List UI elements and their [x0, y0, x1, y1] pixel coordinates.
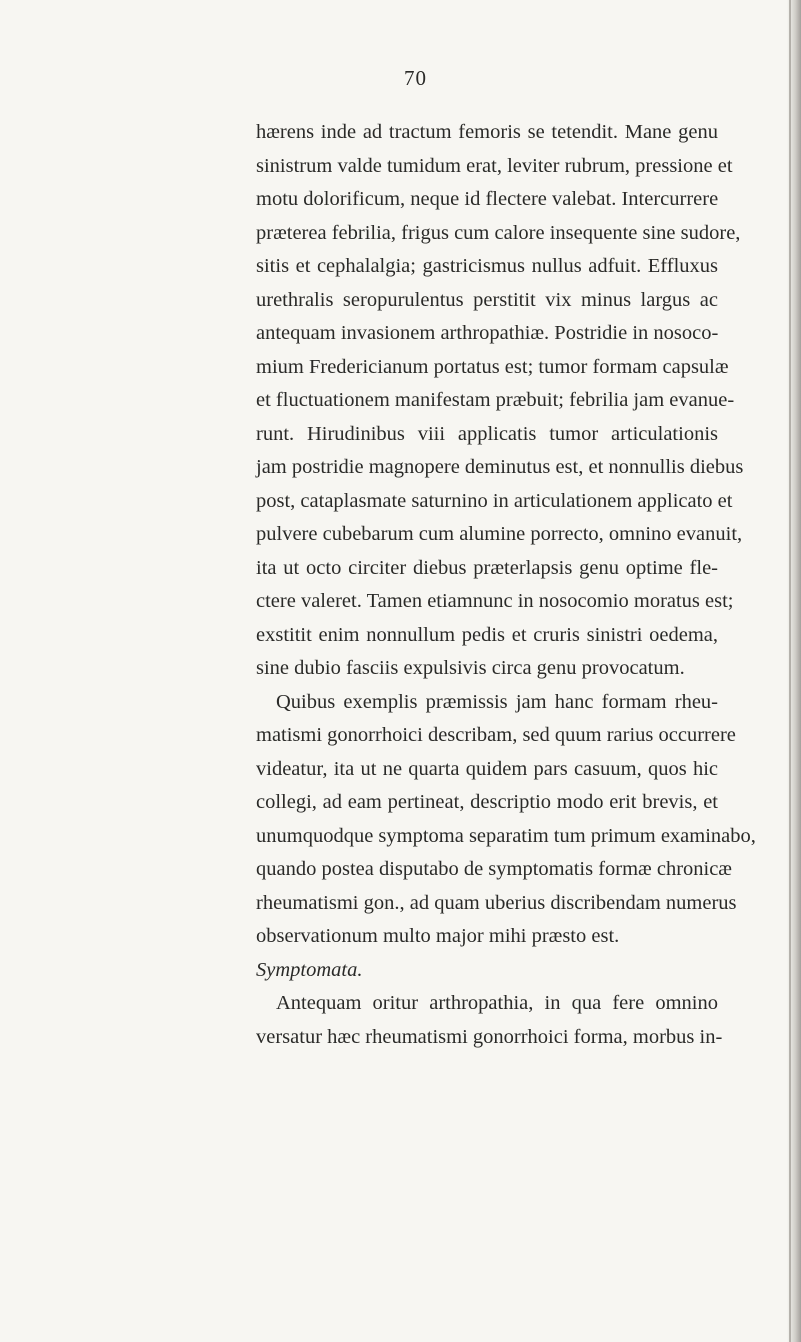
page-edge-line	[789, 0, 791, 1342]
text-line: antequam invasionem arthropathiæ. Postridie in nosoco-	[256, 322, 719, 344]
text-line: urethralis seropurulentus perstitit vix minus largus ac	[256, 288, 718, 311]
text-line: observationum multo major mihi præsto est.	[256, 925, 620, 947]
text-line: quando postea disputabo de symptomatis formæ chronicæ	[256, 858, 732, 880]
text-line: versatur hæc rheumatismi gonorrhoici forma, morbus in-	[256, 1025, 723, 1048]
text-line: post, cataplasmate saturnino in articulationem applicato et	[256, 489, 733, 512]
text-line: collegi, ad eam pertineat, descriptio modo erit brevis, et	[256, 791, 718, 813]
section-heading: Symptomata.	[256, 958, 363, 981]
text-line: sitis et cephalalgia; gastricismus nullus adfuit. Effluxus	[256, 255, 718, 277]
text-line: rheumatismi gon., ad quam uberius discribendam numerus	[256, 891, 737, 914]
text-line: mium Fredericianum portatus est; tumor formam capsulæ	[256, 355, 729, 378]
text-line: motu dolorificum, neque id flectere valebat. Intercurrere	[256, 188, 719, 210]
text-line: Antequam oritur arthropathia, in qua fere omnino	[276, 992, 718, 1014]
text-line: jam postridie magnopere deminutus est, et nonnullis diebus	[256, 456, 744, 478]
text-line: ita ut octo circiter diebus præterlapsis genu optime fle-	[256, 556, 718, 579]
text-line: videatur, ita ut ne quarta quidem pars casuum, quos hic	[256, 757, 718, 780]
text-line: Quibus exemplis præmissis jam hanc formam rheu-	[276, 690, 718, 713]
text-line: runt. Hirudinibus viii applicatis tumor articulationis	[256, 422, 718, 445]
body-text	[256, 116, 756, 1054]
text-line: exstitit enim nonnullum pedis et cruris sinistri oedema,	[256, 623, 718, 646]
text-line: ctere valeret. Tamen etiamnunc in nosocomio moratus est;	[256, 590, 734, 612]
text-line: sine dubio fasciis expulsivis circa genu provocatum.	[256, 657, 685, 679]
text-line: unumquodque symptoma separatim tum primum examinabo,	[256, 824, 756, 847]
text-line: et fluctuationem manifestam præbuit; febrilia jam evanue-	[256, 389, 735, 411]
text-line: sinistrum valde tumidum erat, leviter rubrum, pressione et	[256, 154, 733, 177]
text-line: præterea febrilia, frigus cum calore insequente sine sudore,	[256, 221, 741, 244]
text-line: pulvere cubebarum cum alumine porrecto, omnino evanuit,	[256, 523, 743, 545]
page-number: 70	[404, 66, 427, 90]
text-line: matismi gonorrhoici describam, sed quum rarius occurrere	[256, 724, 736, 746]
text-line: hærens inde ad tractum femoris se tetendit. Mane genu	[256, 121, 718, 143]
